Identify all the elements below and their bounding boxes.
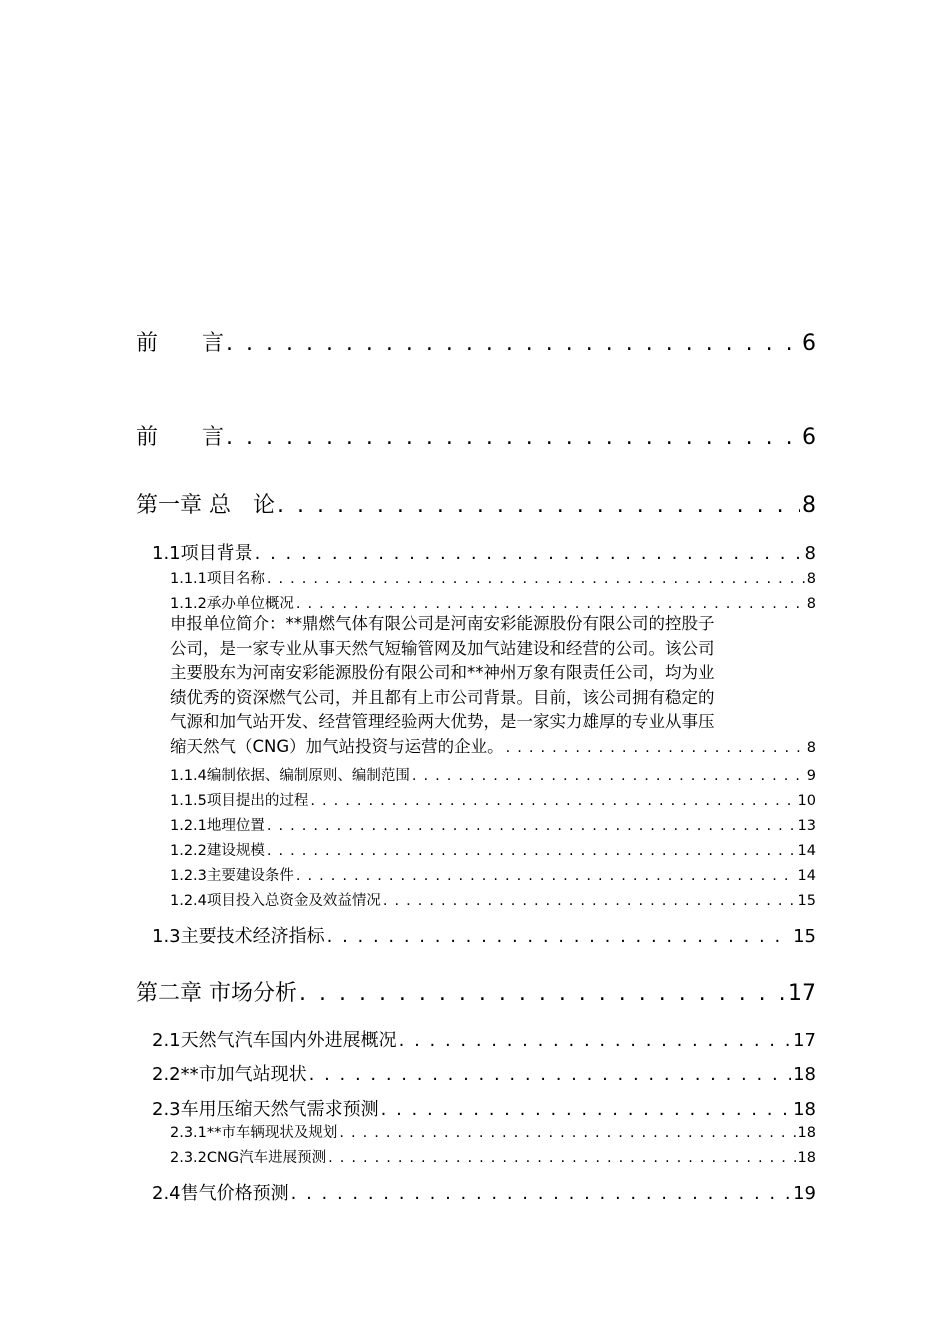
toc-entry-title: 1.1项目背景 <box>152 543 253 564</box>
toc-page-number: 17 <box>793 1030 816 1051</box>
toc-page-number: 14 <box>797 868 816 884</box>
toc-entry-1-1-5[interactable] <box>170 789 816 810</box>
toc-entry-chapter-2[interactable] <box>136 976 816 1007</box>
toc-entry-title: 1.1.1项目名称 <box>170 571 265 587</box>
dot-leader <box>381 1099 791 1120</box>
toc-entry-title: 1.2.4项目投入总资金及效益情况 <box>170 893 381 909</box>
intro-line: 主要股东为河南安彩能源股份有限公司和**神州万象有限责任公司，均为业 <box>170 663 715 682</box>
toc-page-number: 8 <box>802 493 816 518</box>
toc-entry-title: 2.2**市加气站现状 <box>152 1064 307 1085</box>
intro-line: 公司，是一家专业从事天然气短输管网及加气站建设和经营的公司。该公司 <box>170 638 715 658</box>
dot-leader <box>267 571 805 587</box>
toc-page-number: 9 <box>806 768 816 784</box>
toc-entry-1-3[interactable] <box>152 922 816 948</box>
toc-entry-title: 2.1天然气汽车国内外进展概况 <box>152 1030 397 1051</box>
toc-entry-1-2-1[interactable] <box>170 814 816 835</box>
toc-page-number: 6 <box>802 425 816 450</box>
toc-page-number: 19 <box>793 1183 816 1204</box>
dot-leader <box>255 543 803 564</box>
dot-leader <box>277 493 800 518</box>
dot-leader <box>310 793 795 809</box>
dot-leader <box>226 331 800 356</box>
toc-entry-1-2-3[interactable] <box>170 864 816 885</box>
dot-leader <box>339 1125 795 1141</box>
toc-entry-title: 前 言 <box>136 425 225 450</box>
intro-line: 申报单位简介：**鼎燃气体有限公司是河南安彩能源股份有限公司的控股子 <box>170 614 715 633</box>
toc-entry-title: 2.3车用压缩天然气需求预测 <box>152 1099 379 1120</box>
dot-leader <box>226 425 800 450</box>
toc-entry-title: 前 言 <box>136 331 225 356</box>
toc-entry-1-1[interactable] <box>152 539 816 565</box>
toc-entry-title: 1.1.4编制依据、编制原则、编制范围 <box>170 768 410 784</box>
toc-entry-title: 第一章 总 论 <box>136 493 275 518</box>
toc-page-number: 18 <box>793 1064 816 1085</box>
toc-page-number: 18 <box>797 1125 816 1141</box>
toc-page-number: 10 <box>797 793 816 809</box>
intro-line: 气源和加气站开发、经营管理经验两大优势，是一家实力雄厚的专业从事压 <box>170 712 715 731</box>
toc-page-number: 13 <box>797 818 816 834</box>
dot-leader <box>328 1150 795 1166</box>
toc-page-number: 17 <box>788 981 816 1006</box>
toc-entry-1-2-2[interactable] <box>170 839 816 860</box>
toc-entry-title: 1.3主要技术经济指标 <box>152 926 325 947</box>
toc-entry-title: 1.1.5项目提出的过程 <box>170 793 309 809</box>
toc-page-number: 18 <box>797 1150 816 1166</box>
toc-entry-2-1[interactable] <box>152 1026 816 1052</box>
toc-entry-1-1-2[interactable] <box>170 592 816 613</box>
toc-page-number: 15 <box>793 926 816 947</box>
toc-entry-title: 第二章 市场分析 <box>136 981 297 1006</box>
dot-leader <box>327 926 791 947</box>
dot-leader <box>412 768 805 784</box>
toc-page-number: 8 <box>804 543 816 564</box>
toc-entry-preface-2[interactable] <box>136 420 816 451</box>
toc-entry-company-intro[interactable] <box>170 612 816 760</box>
intro-line: 绩优秀的资深燃气公司，并且都有上市公司背景。目前，该公司拥有稳定的 <box>170 687 715 707</box>
toc-page-number: 6 <box>802 331 816 356</box>
dot-leader <box>399 1030 791 1051</box>
toc-page-number: 15 <box>797 893 816 909</box>
toc-entry-title: 2.3.2CNG汽车进展预测 <box>170 1150 327 1166</box>
dot-leader <box>299 981 786 1006</box>
toc-page-number: 8 <box>806 739 816 756</box>
toc-page-number: 14 <box>797 843 816 859</box>
toc-entry-title: 1.1.2承办单位概况 <box>170 596 294 612</box>
dot-leader <box>296 868 796 884</box>
toc-entry-2-4[interactable] <box>152 1179 816 1205</box>
dot-leader <box>383 893 796 909</box>
toc-entry-title: 1.2.3主要建设条件 <box>170 868 294 884</box>
toc-entry-1-2-4[interactable] <box>170 889 816 910</box>
toc-entry-chapter-1[interactable] <box>136 488 816 519</box>
toc-page-number: 8 <box>806 596 816 612</box>
toc-entry-preface-1[interactable] <box>136 326 816 357</box>
toc-entry-title: 2.4售气价格预测 <box>152 1183 289 1204</box>
toc-entry-title: 2.3.1**市车辆现状及规划 <box>170 1125 338 1141</box>
dot-leader <box>267 843 796 859</box>
toc-entry-1-1-1[interactable] <box>170 567 816 588</box>
toc-entry-2-3-1[interactable] <box>170 1121 816 1142</box>
toc-entry-2-3[interactable] <box>152 1095 816 1121</box>
toc-entry-title: 1.2.1地理位置 <box>170 818 265 834</box>
toc-entry-2-2[interactable] <box>152 1060 816 1086</box>
toc-page-number: 18 <box>793 1099 816 1120</box>
dot-leader <box>506 736 805 761</box>
dot-leader <box>291 1183 791 1204</box>
dot-leader <box>296 596 805 612</box>
toc-page-number: 8 <box>806 571 816 587</box>
dot-leader <box>267 818 796 834</box>
dot-leader <box>309 1064 791 1085</box>
toc-entry-title: 1.2.2建设规模 <box>170 843 265 859</box>
intro-line: 缩天然气（CNG）加气站投资与运营的企业。 <box>170 736 504 756</box>
toc-entry-2-3-2[interactable] <box>170 1146 816 1167</box>
toc-entry-1-1-4[interactable] <box>170 764 816 785</box>
